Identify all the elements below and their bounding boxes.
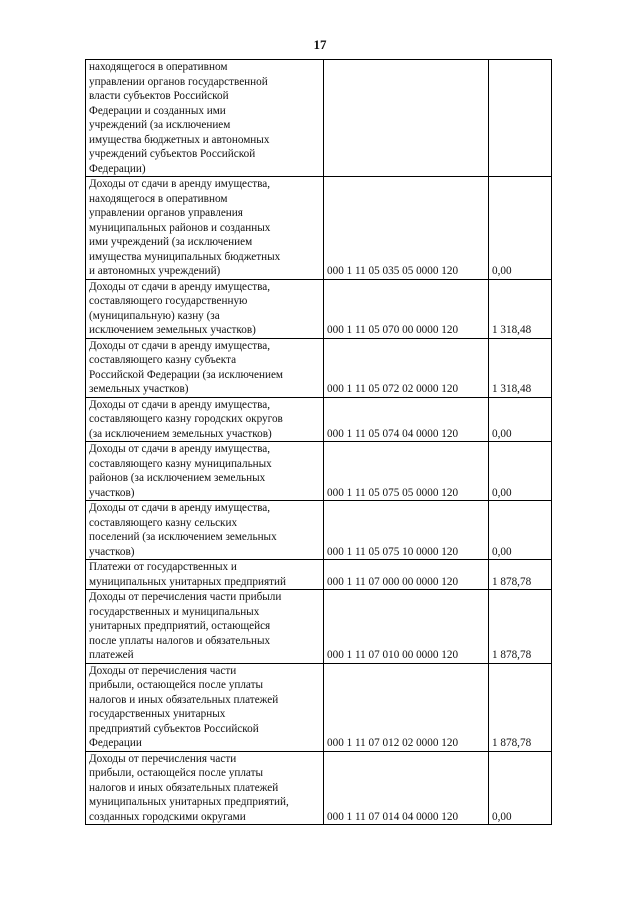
- row-amount: 0,00: [489, 442, 552, 501]
- table-row: [86, 442, 552, 501]
- row-budget-code: 000 1 11 05 070 00 0000 120: [324, 279, 489, 338]
- row-amount: 0,00: [489, 501, 552, 560]
- row-budget-code: 000 1 11 05 072 02 0000 120: [324, 338, 489, 397]
- table-row: [86, 338, 552, 397]
- row-amount: [489, 60, 552, 177]
- row-description: Доходы от перечисления части прибыли государственных и муниципальных унитарных предприятий, остающейся после уплаты налогов и обязательных платежей: [86, 590, 324, 664]
- row-description: Доходы от сдачи в аренду имущества, составляющего казну городских округов (за исключением земельных участков): [86, 397, 324, 442]
- row-budget-code: 000 1 11 05 075 05 0000 120: [324, 442, 489, 501]
- table-row: [86, 560, 552, 590]
- revenue-table: [85, 59, 552, 825]
- row-amount: 1 878,78: [489, 663, 552, 751]
- table-row: [86, 60, 552, 177]
- table-row: [86, 751, 552, 825]
- row-amount: 1 878,78: [489, 560, 552, 590]
- row-amount: 1 318,48: [489, 338, 552, 397]
- row-amount: 1 878,78: [489, 590, 552, 664]
- row-description: Доходы от сдачи в аренду имущества, составляющего государственную (муниципальную) казну (за исключением земельных участков): [86, 279, 324, 338]
- row-budget-code: [324, 60, 489, 177]
- table-row: [86, 590, 552, 664]
- revenue-table-body: [86, 60, 552, 825]
- row-description: Платежи от государственных и муниципальных унитарных предприятий: [86, 560, 324, 590]
- row-description: Доходы от сдачи в аренду имущества, находящегося в оперативном управлении органов управления муниципальных районов и созданных ими учреждений (за исключением имущества муниципальных бюджетных и автономных учреждений): [86, 177, 324, 280]
- row-budget-code: 000 1 11 05 075 10 0000 120: [324, 501, 489, 560]
- table-row: [86, 663, 552, 751]
- row-budget-code: 000 1 11 07 014 04 0000 120: [324, 751, 489, 825]
- table-row: [86, 501, 552, 560]
- row-amount: 0,00: [489, 751, 552, 825]
- row-description: Доходы от сдачи в аренду имущества, составляющего казну муниципальных районов (за исключением земельных участков): [86, 442, 324, 501]
- row-description: Доходы от сдачи в аренду имущества, составляющего казну сельских поселений (за исключением земельных участков): [86, 501, 324, 560]
- table-row: [86, 279, 552, 338]
- row-description: Доходы от сдачи в аренду имущества, составляющего казну субъекта Российской Федерации (за исключением земельных участков): [86, 338, 324, 397]
- row-amount: 0,00: [489, 177, 552, 280]
- row-budget-code: 000 1 11 07 000 00 0000 120: [324, 560, 489, 590]
- row-budget-code: 000 1 11 05 035 05 0000 120: [324, 177, 489, 280]
- table-row: [86, 397, 552, 442]
- row-amount: 1 318,48: [489, 279, 552, 338]
- row-description: Доходы от перечисления части прибыли, остающейся после уплаты налогов и иных обязательных платежей муниципальных унитарных предприятий, созданных городскими округами: [86, 751, 324, 825]
- row-budget-code: 000 1 11 07 012 02 0000 120: [324, 663, 489, 751]
- row-amount: 0,00: [489, 397, 552, 442]
- row-budget-code: 000 1 11 07 010 00 0000 120: [324, 590, 489, 664]
- row-description: Доходы от перечисления части прибыли, остающейся после уплаты налогов и иных обязательных платежей государственных унитарных предприятий субъектов Российской Федерации: [86, 663, 324, 751]
- table-row: [86, 177, 552, 280]
- row-budget-code: 000 1 11 05 074 04 0000 120: [324, 397, 489, 442]
- row-description: находящегося в оперативном управлении органов государственной власти субъектов Российской Федерации и созданных ими учреждений (за исключением имущества бюджетных и автономных учреждений субъектов Российской Федерации): [86, 60, 324, 177]
- page-number: 17: [313, 37, 327, 52]
